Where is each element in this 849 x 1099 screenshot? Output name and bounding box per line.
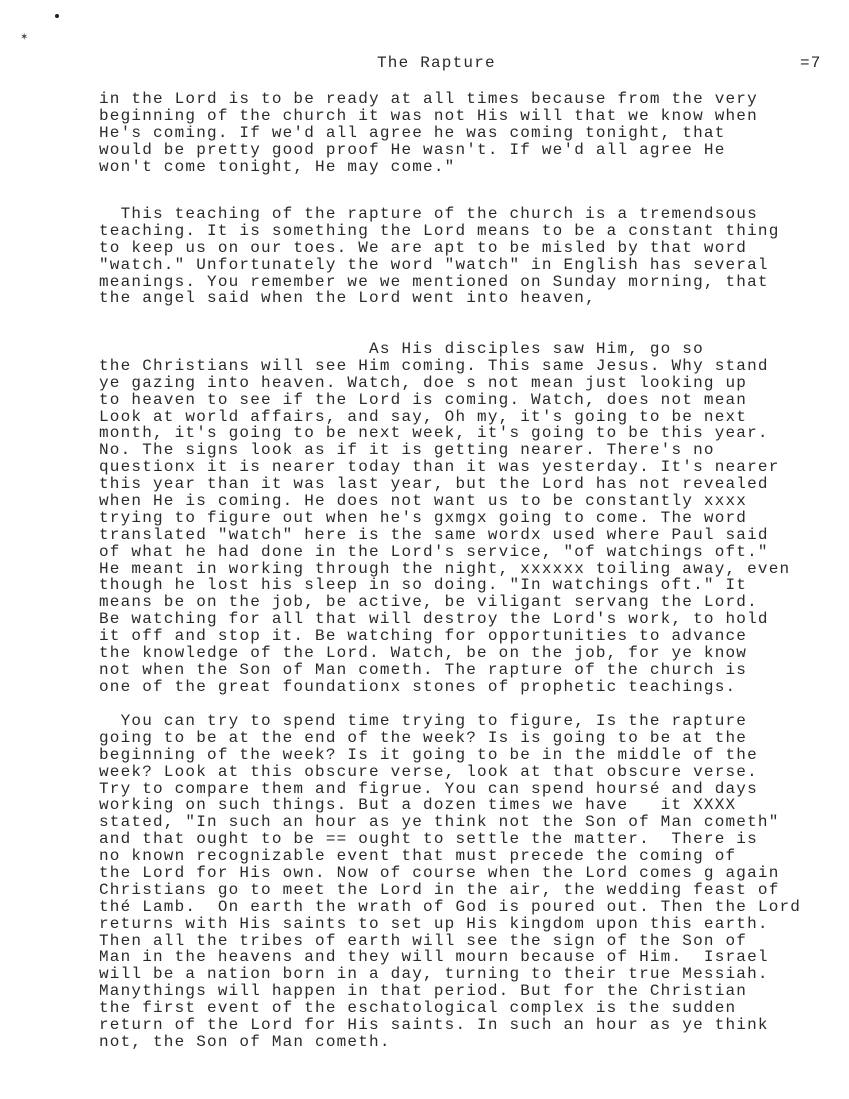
text-line: meanings. You remember we we mentioned on Sunday morning, that	[99, 272, 769, 291]
text-line: no known recognizable event that must precede the coming of	[99, 847, 737, 866]
text-line: You can try to spend time trying to figure, Is the rapture	[99, 712, 748, 730]
text-line: it off and stop it. Be watching for opportunities to advance	[99, 627, 748, 646]
text-line: though he lost his sleep in so doing. "In watchings oft." It	[99, 576, 748, 595]
text-line: ye gazing into heaven. Watch, doe s not mean just looking up	[99, 373, 748, 392]
text-line: week? Look at this obscure verse, look at that obscure verse.	[99, 762, 758, 781]
text-line: Christians go to meet the Lord in the air, the wedding feast of	[99, 880, 780, 899]
text-line: to heaven to see if the Lord is coming. Watch, does not mean	[99, 390, 748, 409]
text-line: will be a nation born in a day, turning to their true Messiah.	[99, 965, 769, 984]
text-line: He's coming. If we'd all agree he was coming tonight, that	[99, 123, 726, 142]
page-title: The Rapture	[377, 54, 496, 72]
text-line: translated "watch" here is the same wordx used where Paul said	[99, 525, 769, 544]
text-line: month, it's going to be next week, it's going to be this year.	[99, 424, 769, 443]
text-line: "watch." Unfortunately the word "watch" in English has several	[99, 255, 769, 274]
text-line: Look at world affairs, and say, Oh my, it's going to be next	[99, 407, 748, 426]
paragraph-2	[99, 206, 780, 307]
text-line: working on such things. But a dozen times we have it XXXX	[99, 796, 737, 815]
text-line: not when the Son of Man cometh. The rapture of the church is	[99, 660, 748, 679]
paragraph-4	[99, 713, 801, 1051]
text-line: return of the Lord for His saints. In such an hour as ye think	[99, 1016, 769, 1035]
text-line: Then all the tribes of earth will see the sign of the Son of	[99, 931, 748, 950]
paragraph-3	[99, 341, 790, 696]
text-line: stated, "In such an hour as ye think not the Son of Man cometh"	[99, 813, 780, 832]
text-line: As His disciples saw Him, go so	[99, 340, 704, 358]
text-line: means be on the job, be active, be viligant servang the Lord.	[99, 593, 758, 612]
text-line: Be watching for all that will destroy the Lord's work, to hold	[99, 610, 769, 629]
text-line: thé Lamb. On earth the wrath of God is poured out. Then the Lord	[99, 897, 802, 916]
text-line: when He is coming. He does not want us to be constantly xxxx	[99, 492, 748, 511]
text-line: the Lord for His own. Now of course when the Lord comes g again	[99, 864, 780, 883]
ink-speck	[55, 14, 59, 18]
text-line: won't come tonight, He may come."	[99, 157, 456, 176]
page-number: =7	[800, 54, 822, 72]
text-line: one of the great foundationx stones of prophetic teachings.	[99, 677, 737, 696]
text-line: beginning of the week? Is it going to be in the middle of the	[99, 745, 758, 764]
text-line: the knowledge of the Lord. Watch, be on the job, for ye know	[99, 644, 748, 663]
text-line: Man in the heavens and they will mourn because of Him. Israel	[99, 948, 769, 967]
text-line: in the Lord is to be ready at all times because from the very	[99, 90, 758, 108]
text-line: the first event of the eschatological complex is the sudden	[99, 999, 737, 1018]
text-line: this year than it was last year, but the Lord has not revealed	[99, 475, 769, 494]
text-line: questionx it is nearer today than it was yesterday. It's nearer	[99, 458, 780, 477]
text-line: the angel said when the Lord went into heaven,	[99, 289, 596, 308]
text-line: and that ought to be == ought to settle the matter. There is	[99, 830, 758, 849]
text-line: Try to compare them and figrue. You can spend hoursé and days	[99, 779, 758, 798]
ink-mark: ✶	[20, 32, 29, 43]
paragraph-1	[99, 91, 758, 175]
text-line: trying to figure out when he's gxmgx going to come. The word	[99, 508, 748, 527]
text-line: Manythings will happen in that period. But for the Christian	[99, 982, 748, 1001]
text-line: to keep us on our toes. We are apt to be misled by that word	[99, 238, 748, 257]
text-line: beginning of the church it was not His will that we know when	[99, 106, 758, 125]
text-line: This teaching of the rapture of the church is a tremendsous	[99, 205, 758, 223]
text-line: teaching. It is something the Lord means to be a constant thing	[99, 221, 780, 240]
text-line: returns with His saints to set up His kingdom upon this earth.	[99, 914, 769, 933]
text-line: would be pretty good proof He wasn't. If we'd all agree He	[99, 140, 726, 159]
text-line: the Christians will see Him coming. This same Jesus. Why stand	[99, 356, 769, 375]
text-line: No. The signs look as if it is getting nearer. There's no	[99, 441, 715, 460]
text-line: going to be at the end of the week? Is is going to be at the	[99, 728, 748, 747]
text-line: of what he had done in the Lord's service, "of watchings oft."	[99, 542, 769, 561]
text-line: not, the Son of Man cometh.	[99, 1032, 391, 1051]
text-line: He meant in working through the night, xxxxxx toiling away, even	[99, 559, 791, 578]
